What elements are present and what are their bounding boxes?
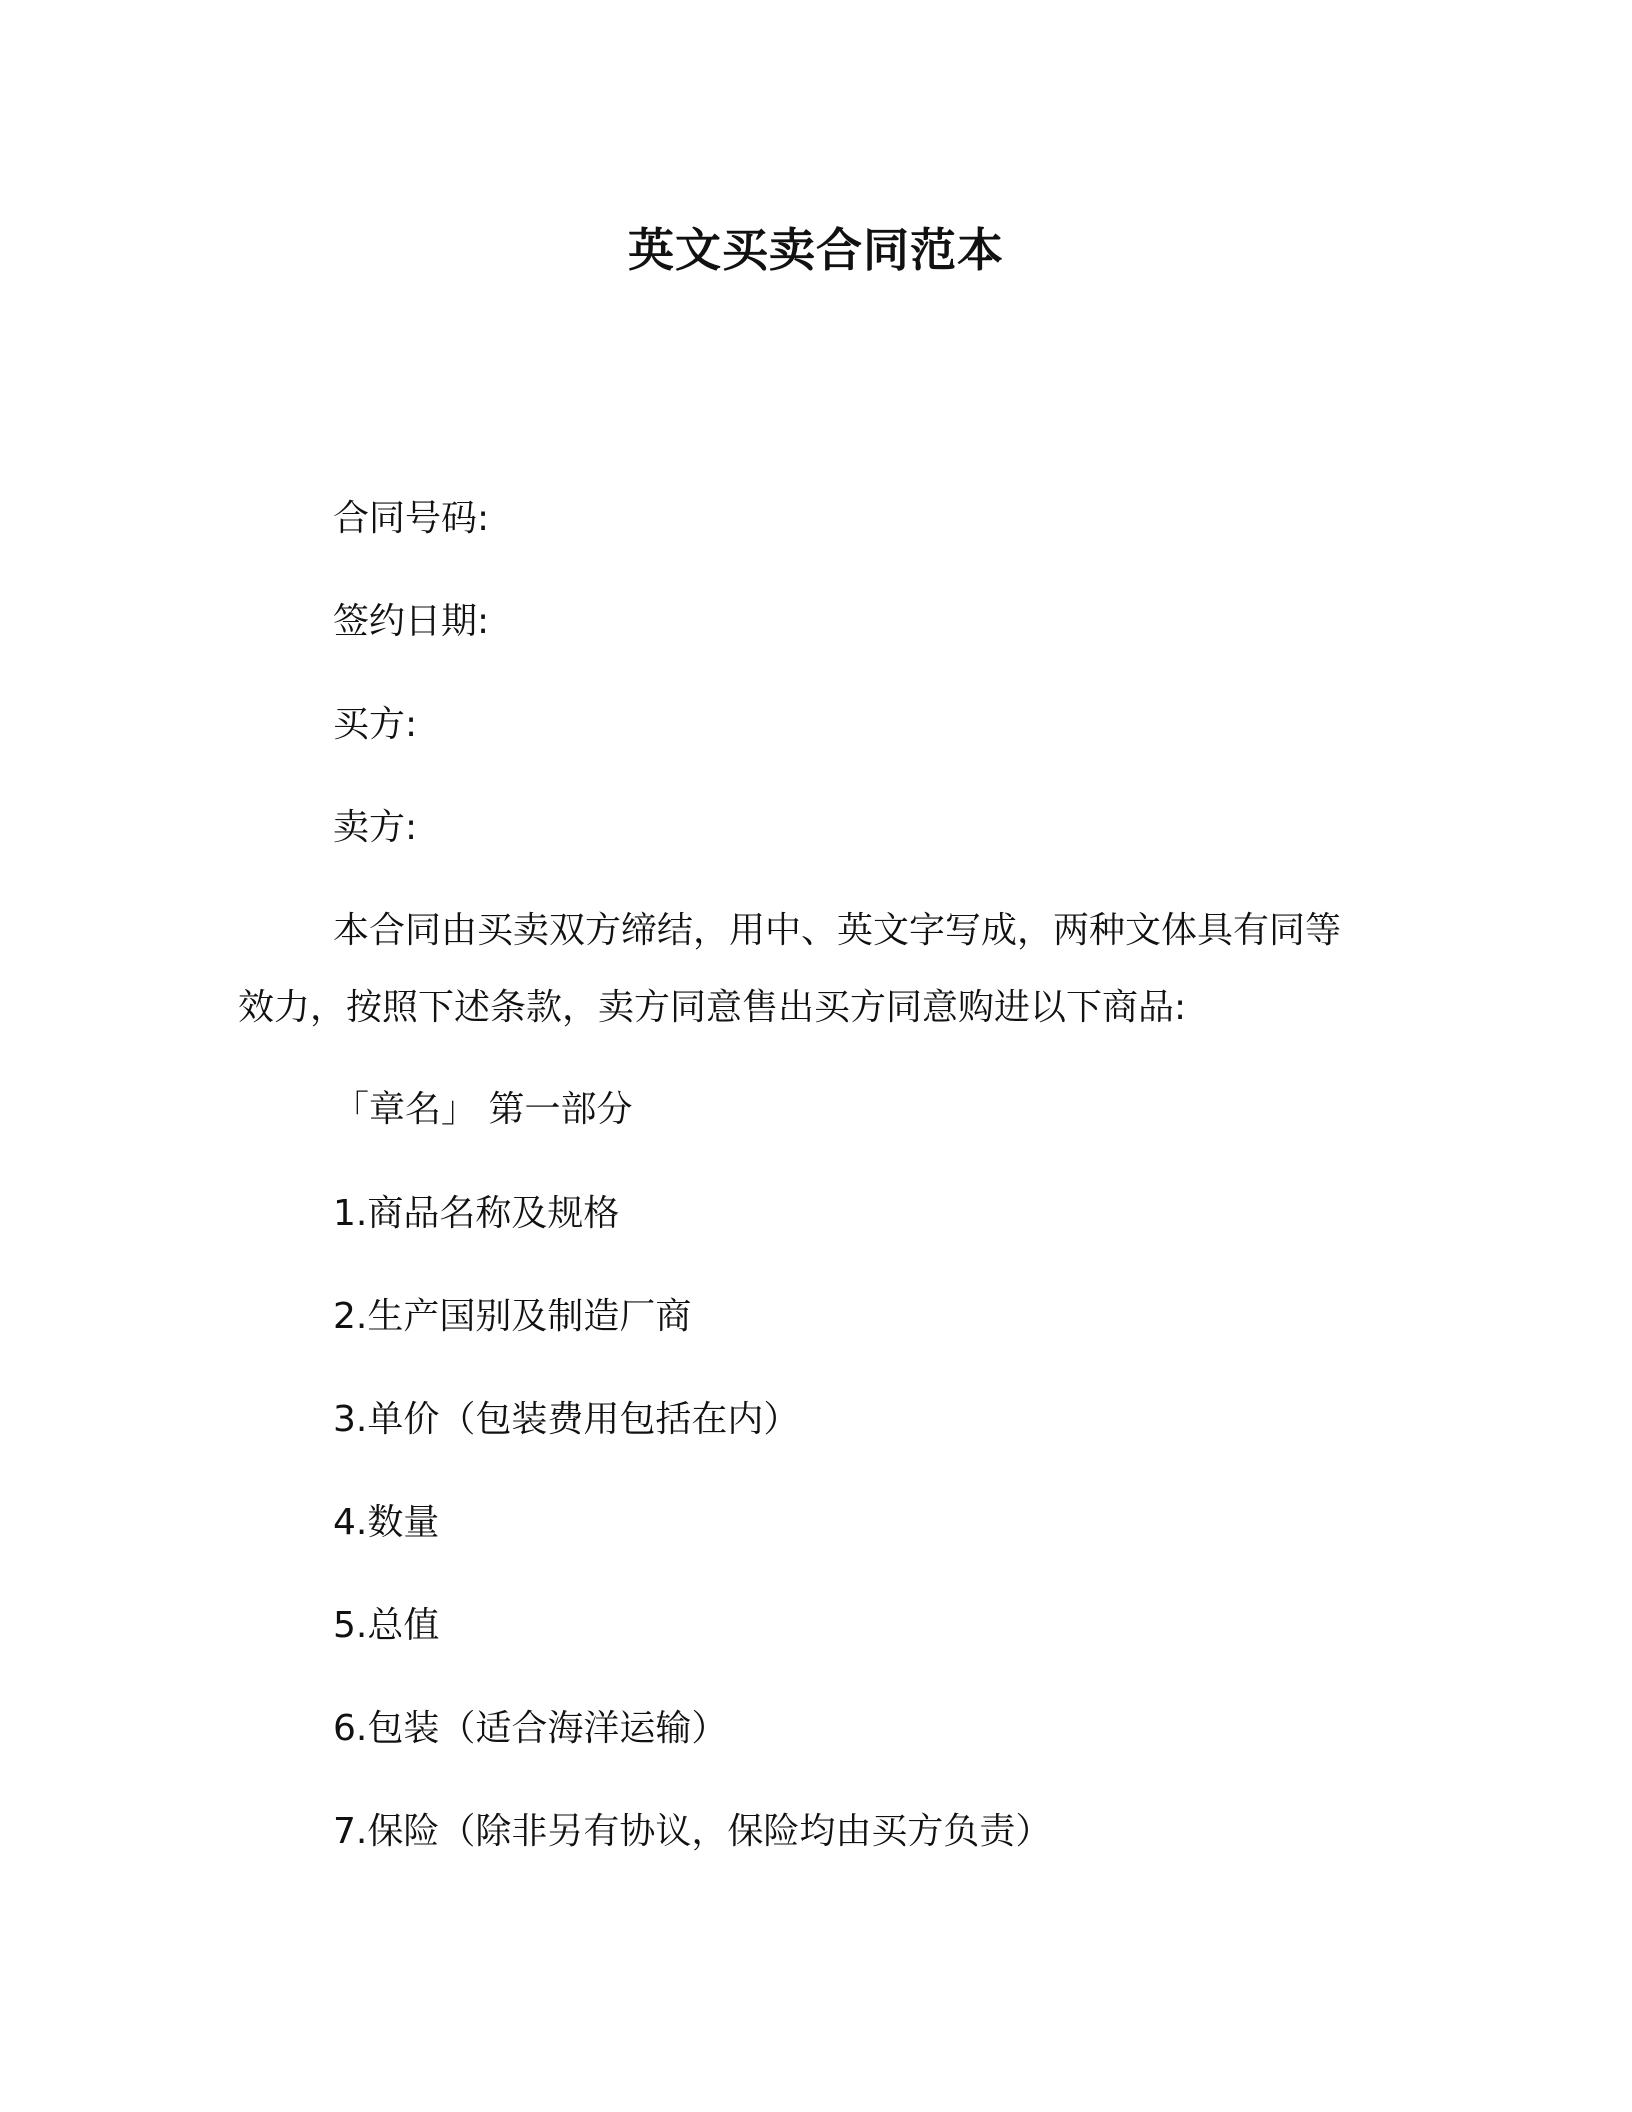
sign-date-label: 签约日期:: [333, 601, 490, 642]
contract-number-label: 合同号码:: [333, 498, 490, 539]
buyer-label: 买方:: [333, 704, 418, 745]
chapter-heading: 「章名」 第一部分: [333, 1089, 633, 1130]
list-item: 1.商品名称及规格: [333, 1193, 620, 1234]
list-item: 5.总值: [333, 1605, 440, 1646]
list-item: 4.数量: [333, 1502, 440, 1543]
list-item: 6.包装（适合海洋运输）: [333, 1708, 728, 1749]
list-item: 2.生产国别及制造厂商: [333, 1296, 692, 1337]
seller-label: 卖方:: [333, 807, 418, 848]
intro-line-1: 本合同由买卖双方缔结，用中、英文字写成，两种文体具有同等: [333, 910, 1342, 951]
intro-line-2: 效力，按照下述条款，卖方同意售出买方同意购进以下商品:: [238, 987, 1187, 1028]
document-title: 英文买卖合同范本: [628, 223, 1004, 277]
list-item: 7.保险（除非另有协议，保险均由买方负责）: [333, 1811, 1052, 1852]
list-item: 3.单价（包装费用包括在内）: [333, 1399, 800, 1440]
